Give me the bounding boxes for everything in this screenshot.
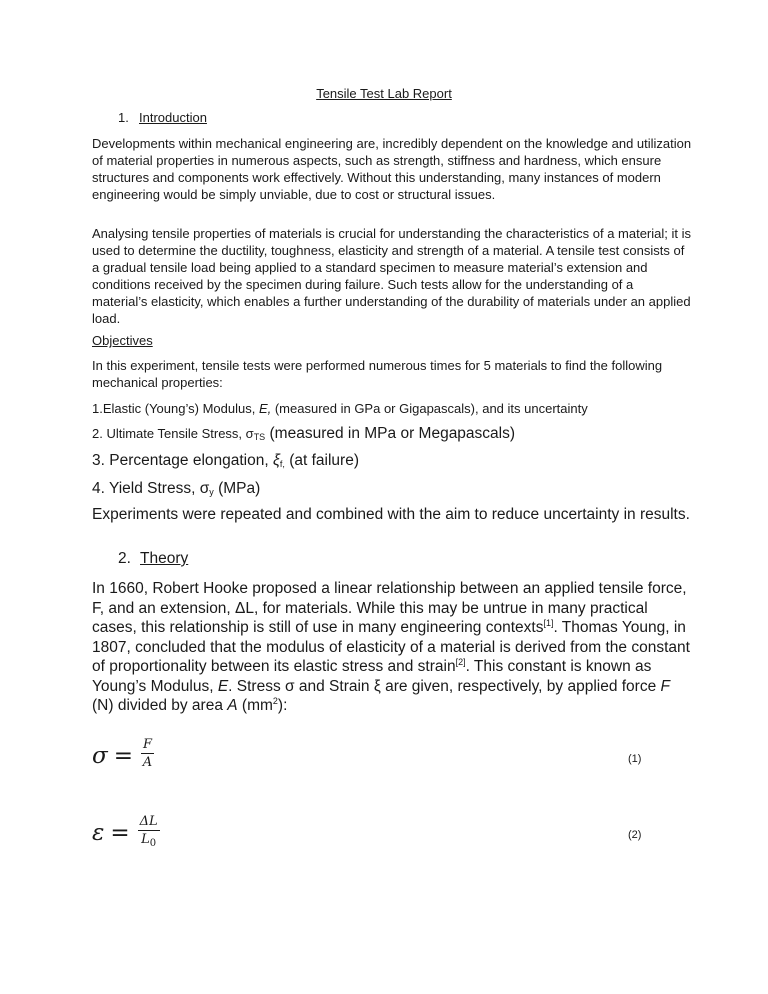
section-heading-introduction bbox=[118, 110, 207, 125]
symbol-xi: ξ bbox=[272, 452, 280, 469]
equation-1 bbox=[92, 737, 154, 774]
fraction-numerator: ΔL bbox=[139, 814, 158, 829]
objective-item-3: 3. Percentage elongation, $\xi_{f,}$ (at failure) bbox=[92, 452, 360, 469]
equals-sign: = bbox=[110, 819, 130, 846]
fraction-denominator: $L_0$ bbox=[141, 832, 157, 849]
fraction-denominator: A bbox=[142, 755, 153, 770]
fraction bbox=[138, 814, 160, 851]
objective-item-1: 1.Elastic (Young’s) Modulus, E, (measured in GPa or Gigapascals), and its uncertainty bbox=[92, 401, 588, 416]
reference-2: [2] bbox=[455, 657, 466, 667]
objectives-paragraph: In this experiment, tensile tests were performed numerous times for 5 materials to find the following mechanical properties: bbox=[92, 358, 663, 390]
section-heading-theory bbox=[118, 550, 188, 568]
equation-number-1: (1) bbox=[628, 753, 642, 765]
objective-item-4: 4. Yield Stress, $\sigma_y$ (MPa) bbox=[92, 480, 261, 497]
document-title: Tensile Test Lab Report bbox=[316, 86, 452, 101]
equation-2 bbox=[92, 814, 160, 851]
fraction bbox=[141, 737, 154, 774]
equation-number-2: (2) bbox=[628, 829, 642, 841]
equation-lhs: σ bbox=[92, 742, 108, 769]
section-number: 1. bbox=[118, 110, 129, 125]
intro-paragraph-1: Developments within mechanical engineering are, incredibly dependent on the knowledge and utilization of material properties in numerous aspects, such as strength, stiffness and hardness, which ensure structures and components work effectively. Without this understanding, many instances of modern engineering would be simply unviable, due to cost or structural issues. bbox=[92, 136, 692, 202]
section-number: 2. bbox=[118, 550, 131, 567]
fraction-numerator: F bbox=[142, 737, 153, 752]
section-label: Introduction bbox=[139, 110, 207, 125]
section-label: Theory bbox=[140, 550, 189, 567]
equation-lhs: ε bbox=[92, 819, 105, 846]
theory-paragraph: In 1660, Robert Hooke proposed a linear relationship between an applied tensile force, F, and an extension, ΔL, for materials. While this may be untrue in many practical cases, this relationship is still of use in many engineering contexts[1]. Thomas Young, in 1807, concluded that the modulus of elasticity of a material is derived from the constant of proportionality between its elastic stress and strain[2]. This constant is known as Young’s Modulus, E. Stress σ and Strain ξ are given, respectively, by applied force F (N) divided by area A $(mm^2)$: bbox=[92, 580, 690, 714]
objective-item-2: 2. Ultimate Tensile Stress, $\sigma_{TS}$ (measured in MPa or Megapascals) bbox=[92, 425, 516, 442]
repeat-paragraph: Experiments were repeated and combined with the aim to reduce uncertainty in results. bbox=[92, 506, 690, 523]
intro-paragraph-2: Analysing tensile properties of materials is crucial for understanding the characteristics of a material; it is used to determine the ductility, toughness, elasticity and strength of a material. A tensile test consists of a gradual tensile load being applied to a standard specimen to measure material’s extension and conditions received by the specimen during failure. Such tests allow for the understanding of a material’s elasticity, which enables a further understanding of the durability of materials under an applied load. bbox=[92, 226, 691, 326]
reference-1: [1] bbox=[543, 618, 554, 628]
symbol-E: E, bbox=[258, 401, 272, 416]
equals-sign: = bbox=[113, 742, 133, 769]
objectives-heading: Objectives bbox=[92, 333, 153, 348]
